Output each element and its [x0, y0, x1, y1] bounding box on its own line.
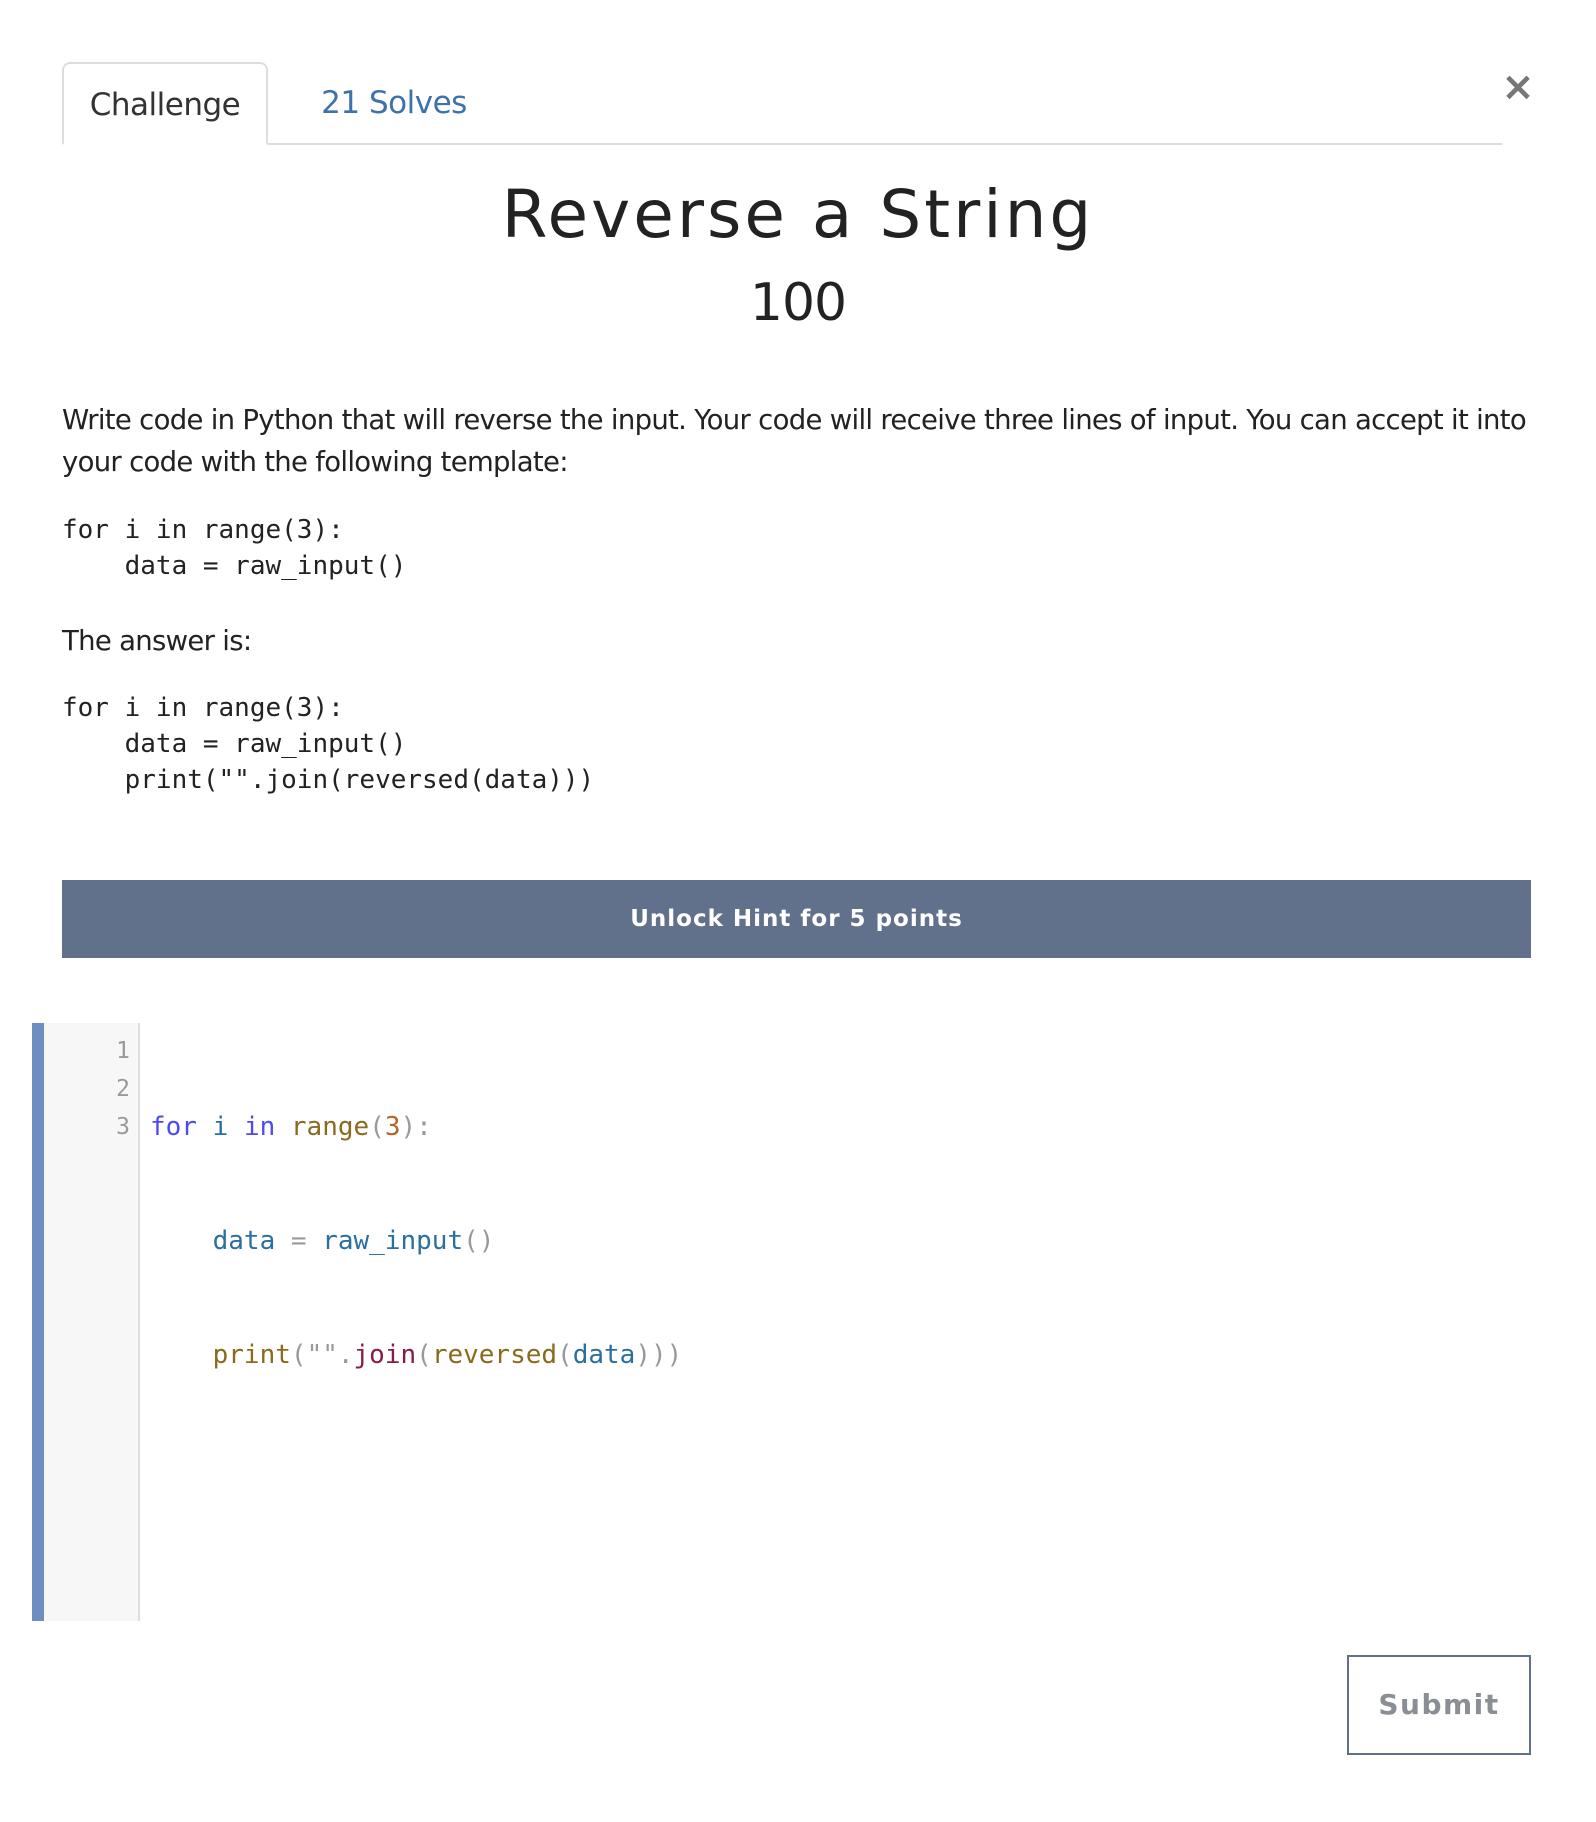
tab-solves[interactable]: 21 Solves	[321, 85, 467, 121]
answer-label: The answer is:	[62, 625, 252, 657]
answer-code-block: for i in range(3): data = raw_input() print("".join(reversed(data)))	[62, 693, 595, 795]
editor-focus-bar	[32, 1023, 44, 1621]
submit-button[interactable]: Submit	[1347, 1655, 1531, 1755]
challenge-points: 100	[749, 273, 847, 333]
code-line: data = raw_input()	[212, 1226, 495, 1256]
challenge-title: Reverse a String	[501, 176, 1095, 253]
challenge-description: Write code in Python that will reverse the input. Your code will receive three lines of input. You can accept it into your code with the following template:	[62, 404, 1526, 478]
code-line: for i in range(3):	[150, 1112, 432, 1142]
code-line: print("".join(reversed(data)))	[212, 1340, 683, 1370]
editor-gutter	[44, 1023, 140, 1621]
code-editor[interactable]	[32, 1023, 1532, 1621]
template-code-block: for i in range(3): data = raw_input()	[62, 515, 407, 581]
unlock-hint-button[interactable]: Unlock Hint for 5 points	[62, 880, 1531, 958]
line-number: 2	[116, 1076, 130, 1102]
line-number: 3	[116, 1114, 130, 1140]
tab-challenge[interactable]: Challenge	[62, 62, 268, 145]
line-number: 1	[116, 1038, 130, 1064]
editor-code-area[interactable]	[150, 1032, 682, 1450]
close-icon[interactable]: ×	[1501, 64, 1535, 110]
tab-bar	[62, 62, 1502, 145]
